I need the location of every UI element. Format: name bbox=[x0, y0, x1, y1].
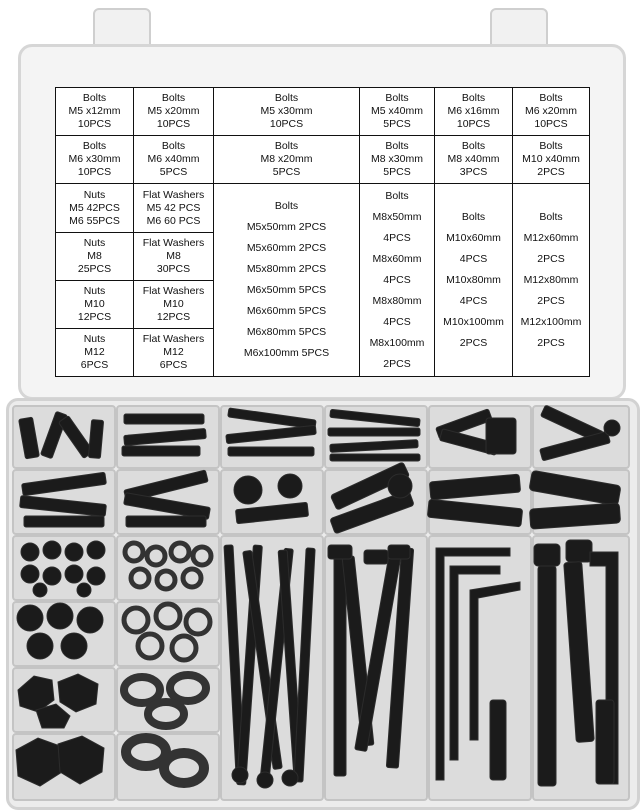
label-cell-large: Bolts M8x50mm 4PCS M8x60mm 4PCS M8x80mm 4PCS M8x100mm 2PCS bbox=[360, 184, 435, 377]
long-bolts-m10-m12 bbox=[534, 540, 618, 786]
nuts-m12 bbox=[16, 736, 104, 786]
long-bolts-m5-m6 bbox=[224, 545, 315, 788]
label-cell: Bolts M8 x20mm 5PCS bbox=[214, 136, 360, 184]
label-cell: Bolts M10 x40mm 2PCS bbox=[513, 136, 590, 184]
label-cell: Flat Washers M10 12PCS bbox=[134, 281, 214, 329]
washers-small bbox=[125, 543, 211, 589]
label-cell: Bolts M5 x20mm 10PCS bbox=[134, 88, 214, 136]
label-cell-large: Bolts M5x50mm 2PCS M5x60mm 2PCS M5x80mm 2PCS M6x50mm 5PCS M6x60mm 5PCS M6x80mm 5PCS M6x100mm 5PCS bbox=[214, 184, 360, 377]
nuts-m8 bbox=[17, 603, 103, 659]
label-cell: Bolts M5 x30mm 10PCS bbox=[214, 88, 360, 136]
label-cell: Flat Washers M5 42 PCS M6 60 PCS bbox=[134, 184, 214, 233]
nuts-m10 bbox=[18, 674, 98, 728]
label-cell: Bolts M5 x12mm 10PCS bbox=[56, 88, 134, 136]
label-cell: Nuts M5 42PCS M6 55PCS bbox=[56, 184, 134, 233]
label-cell: Nuts M10 12PCS bbox=[56, 281, 134, 329]
label-cell: Nuts M12 6PCS bbox=[56, 329, 134, 377]
label-cell: Flat Washers M12 6PCS bbox=[134, 329, 214, 377]
nuts-small bbox=[21, 541, 105, 597]
washers-m12 bbox=[126, 738, 204, 783]
label-cell: Bolts M8 x30mm 5PCS bbox=[360, 136, 435, 184]
label-cell: Bolts M6 x30mm 10PCS bbox=[56, 136, 134, 184]
label-cell: Bolts M6 x20mm 10PCS bbox=[513, 88, 590, 136]
label-cell: Bolts M6 x16mm 10PCS bbox=[435, 88, 513, 136]
label-cell-large: Bolts M10x60mm 4PCS M10x80mm 4PCS M10x100mm 2PCS bbox=[435, 184, 513, 377]
hex-keys bbox=[436, 548, 520, 780]
label-cell: Nuts M8 25PCS bbox=[56, 233, 134, 281]
label-cell: Flat Washers M8 30PCS bbox=[134, 233, 214, 281]
label-cell: Bolts M5 x40mm 5PCS bbox=[360, 88, 435, 136]
label-cell: Bolts M6 x40mm 5PCS bbox=[134, 136, 214, 184]
washers-m10 bbox=[124, 675, 206, 726]
long-bolts-m8 bbox=[328, 545, 414, 776]
bolts-row-2 bbox=[20, 462, 621, 534]
label-cell: Bolts M8 x40mm 3PCS bbox=[435, 136, 513, 184]
label-cell-large: Bolts M12x60mm 2PCS M12x80mm 2PCS M12x100mm 2PCS bbox=[513, 184, 590, 377]
washers-m8 bbox=[124, 604, 210, 660]
bolts-row-1 bbox=[19, 405, 620, 461]
